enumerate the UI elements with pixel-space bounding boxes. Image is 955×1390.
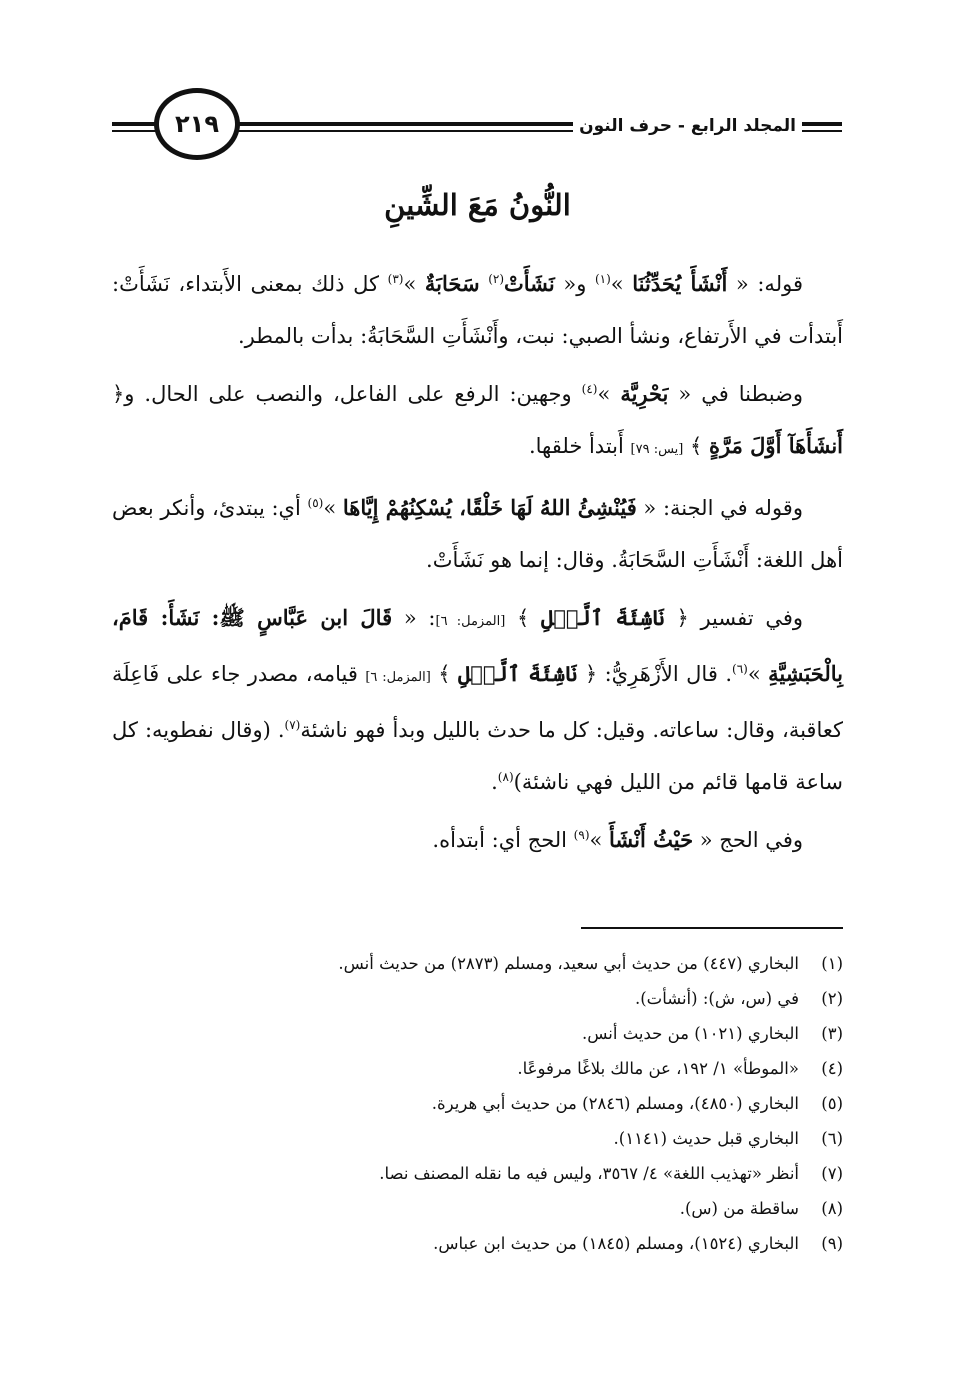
running-title: المجلد الرابع - حرف النون <box>573 116 802 136</box>
footnote-text: البخاري (٤٤٧) من حديث أبي سعيد، ومسلم (٢٨٧٣) من حديث أنس. <box>338 954 799 973</box>
footnote-number: (٣) <box>821 1024 843 1043</box>
footnote <box>112 1156 843 1191</box>
paragraph: وضبطنا في « بَحْرِيَّة »$^{(٤)}$ وجهين: الرفع على الفاعل، والنصب على الحال. و﴿ أَنشَأَهَآ أَوَّلَ مَرَّةٍ ﴾ [يس: ٧٩] أَبتدأ خلقها. <box>112 381 843 458</box>
chapter-title: النُّونُ مَعَ الشِّينِ <box>384 188 571 222</box>
footnote-ref: (٦) <box>732 662 748 676</box>
paragraph: وفي تفسير ﴿ نَاشِئَةَ ٱلَّيۡلِ ﴾ [المزمل: ٦]: « قَالَ ابن عَبَّاسٍ ﷺ: نَشَأَ: قَامَ، بِالْحَبَشِيَّةِ »$^{(٦)}$. قال الأَزْهَرِيُّ: ﴿ نَاشِئَةَ ٱلَّيۡلِ ﴾ [المزمل: ٦] قيامه، مصدر جاء على فَاعِلَة كعاقبة، وقال: ساعاته. وقيل: كل ما حدث بالليل وبدأ فهو ناشئة$^{(٧)}$. (وقال نفطويه: كل ساعة قامها قائم من الليل فهي ناشئة)$^{(٨)}$. <box>112 605 843 794</box>
footnote <box>112 1121 843 1156</box>
footnote-number: (١) <box>821 954 843 973</box>
hadith-quote: فَيُنْشِئُ اللهُ لَهَا خَلْقًا، يُسْكِنُهُمْ إِيَّاهَا <box>342 495 637 520</box>
footnote-ref: (٥) <box>307 496 324 510</box>
footnote <box>112 1016 843 1051</box>
footnote-ref: (٩) <box>573 828 590 842</box>
verse-reference: [يس: ٧٩] <box>630 442 684 457</box>
footnote-text: البخاري (١٥٢٤)، ومسلم (١٨٤٥) من حديث ابن عباس. <box>433 1234 799 1253</box>
hadith-quote: قَالَ ابن عَبَّاسٍ ﷺ: نَشَأَ: قَامَ، بِالْحَبَشِيَّةِ <box>112 605 843 686</box>
hadith-quote: أَنْشَأَ يُحَدِّثُنَا <box>632 271 728 296</box>
footnote-ref: (٤) <box>581 382 598 396</box>
footnote-text: «الموطأ» ١/ ١٩٢، عن مالك بلاغًا مرفوعًا. <box>517 1059 799 1078</box>
quran-quote: نَاشِئَةَ ٱلَّيۡلِ <box>458 661 578 686</box>
hadith-quote: سَحَابَةٌ <box>424 271 480 296</box>
footnote-ref: (٧) <box>284 718 301 732</box>
footnote <box>112 981 843 1016</box>
footnote-number: (٦) <box>821 1129 843 1148</box>
quran-quote: أَنشَأَهَآ أَوَّلَ مَرَّةٍ <box>709 433 843 458</box>
paragraph: وفي الحج « حَيْثُ أَنْشَأَ »$^{(٩)}$ الحج أي: أبتدأه. <box>432 827 803 852</box>
footnote-text: البخاري (٤٨٥٠)، ومسلم (٢٨٤٦) من حديث أبي هريرة. <box>431 1094 799 1113</box>
main-text <box>112 258 843 872</box>
footnote-number: (٨) <box>821 1199 843 1218</box>
hadith-quote: بَحْرِيَّة <box>620 381 669 406</box>
verse-reference: [المزمل: ٦] <box>435 614 506 629</box>
footnote <box>112 1051 843 1086</box>
footnote <box>112 1226 843 1261</box>
paragraph: قوله: « أَنْشَأَ يُحَدِّثُنَا »$^{(١)}$ و« نَشَأَتْ$^{(٢)}$ سَحَابَةٌ »$^{(٣)}$ كل ذلك بمعنى الأَبتداء، نَشَأَتْ: أَبتدأت في الأَرتفاع، ونشأ الصبي: نبت، وأَنْشَأَتِ السَّحَابَةُ: بدأت بالمطر. <box>112 271 843 348</box>
paragraph: وقوله في الجنة: « فَيُنْشِئُ اللهُ لَهَا خَلْقًا، يُسْكِنُهُمْ إِيَّاهَا »$^{(٥)}$ أي: يبتدئ، وأنكر بعض أهل اللغة: أَنْشَأَتِ السَّحَابَةُ. وقال: إنما هو نَشَأَتْ. <box>111 495 843 572</box>
footnote-ref: (١) <box>594 272 611 286</box>
page-number: ٢١٩ <box>154 88 240 160</box>
page-header <box>112 88 842 168</box>
footnote-number: (٧) <box>821 1164 843 1183</box>
footnote <box>112 946 843 981</box>
footnote-text: في (س، ش): (أنشأت). <box>635 989 799 1008</box>
footnote-text: ساقطة من (س). <box>679 1199 799 1218</box>
footnote-text: أنظر «تهذيب اللغة» ٤/ ٣٥٦٧، وليس فيه ما نقله المصنف نصا. <box>379 1164 799 1183</box>
footnote-number: (٩) <box>821 1234 843 1253</box>
footnotes <box>112 946 843 1261</box>
verse-reference: [المزمل: ٦] <box>365 670 431 685</box>
hadith-quote: نَشَأَتْ <box>504 271 555 296</box>
footnote <box>112 1086 843 1121</box>
quran-quote: نَاشِئَةَ ٱلَّيۡلِ <box>541 605 665 630</box>
footnote-text: البخاري قبل حديث (١١٤١). <box>613 1129 799 1148</box>
footnote-number: (٥) <box>821 1094 843 1113</box>
footnote-number: (٤) <box>821 1059 843 1078</box>
footnote-ref: (٣) <box>387 272 404 286</box>
hadith-quote: حَيْثُ أَنْشَأَ <box>609 827 694 852</box>
footnote-separator <box>581 927 843 929</box>
footnote <box>112 1191 843 1226</box>
footnote-ref: (٢) <box>488 272 505 286</box>
footnote-ref: (٨) <box>497 770 514 784</box>
footnote-text: البخاري (١٠٢١) من حديث أنس. <box>582 1024 799 1043</box>
footnote-number: (٢) <box>821 989 843 1008</box>
